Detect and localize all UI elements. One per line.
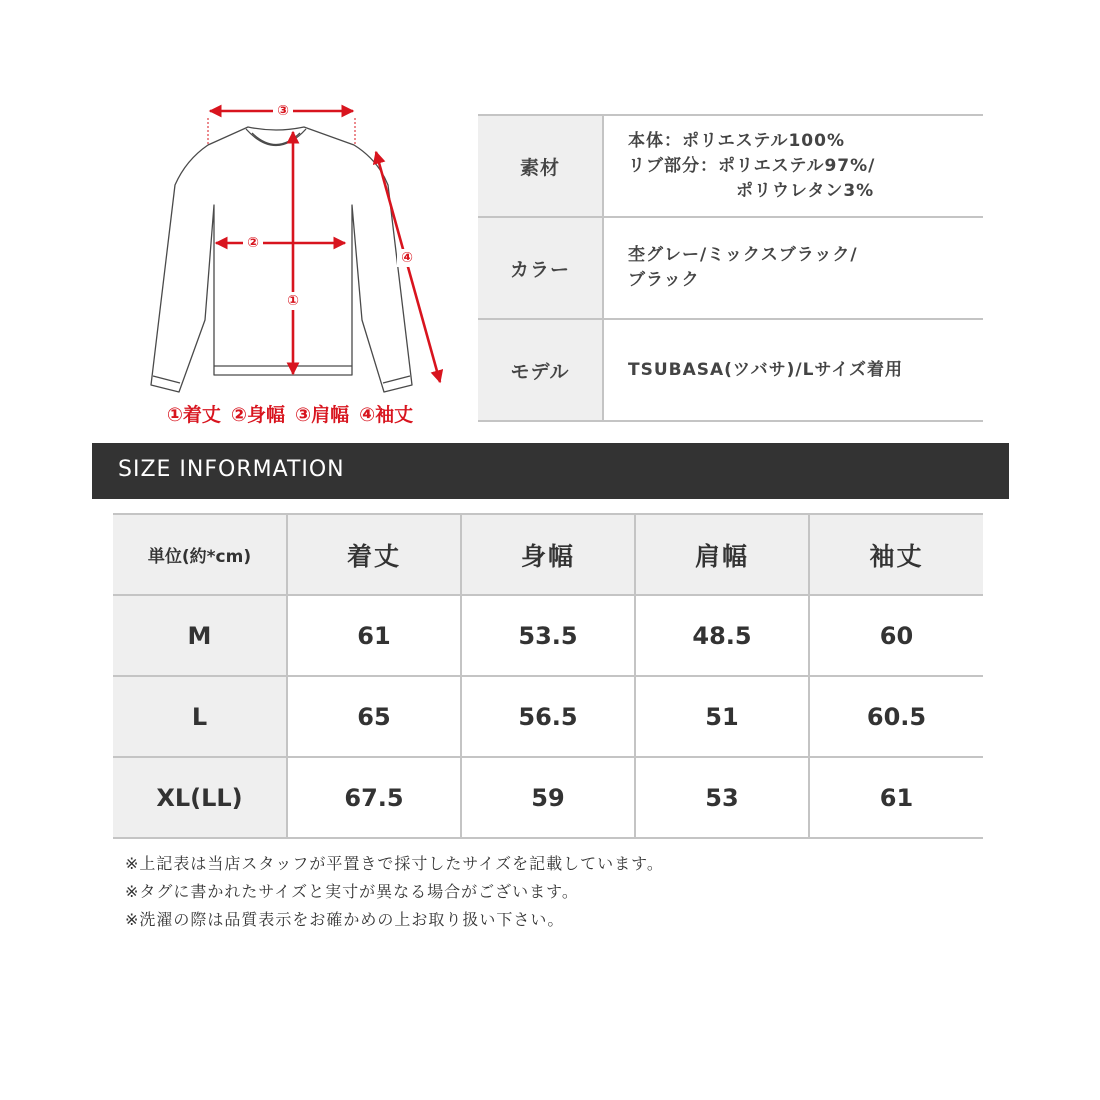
- table-cell: 51: [635, 676, 809, 757]
- legend-sleeve: ④袖丈: [359, 404, 414, 426]
- size-label: M: [113, 595, 287, 676]
- column-header: 着丈: [287, 514, 461, 595]
- size-label: L: [113, 676, 287, 757]
- table-cell: 60: [809, 595, 983, 676]
- info-row-color: [478, 217, 983, 319]
- table-row: [113, 676, 983, 757]
- table-cell: 60.5: [809, 676, 983, 757]
- column-header: 袖丈: [809, 514, 983, 595]
- table-cell: 56.5: [461, 676, 635, 757]
- info-label-material: 素材: [478, 115, 603, 217]
- table-cell: 67.5: [287, 757, 461, 838]
- sweatshirt-outline: [151, 127, 412, 392]
- size-label: XL(LL): [113, 757, 287, 838]
- table-cell: 61: [287, 595, 461, 676]
- model-line: TSUBASA(ツバサ)/Lサイズ着用: [628, 359, 904, 380]
- marker-sleeve: ④: [401, 250, 413, 266]
- note-line: ※タグに書かれたサイズと実寸が異なる場合がございます。: [125, 882, 579, 901]
- legend-chest: ②身幅: [230, 404, 285, 426]
- info-value-model: [603, 319, 983, 421]
- material-line: 本体：ポリエステル100%: [628, 130, 845, 151]
- section-title: SIZE INFORMATION: [118, 457, 345, 482]
- table-cell: 65: [287, 676, 461, 757]
- table-cell: 59: [461, 757, 635, 838]
- table-row: [113, 595, 983, 676]
- table-cell: 61: [809, 757, 983, 838]
- size-table-header: [113, 514, 983, 595]
- size-table: [113, 513, 983, 839]
- info-label-model: モデル: [478, 319, 603, 421]
- column-header: 身幅: [461, 514, 635, 595]
- info-row-material: [478, 115, 983, 217]
- column-header: 肩幅: [635, 514, 809, 595]
- color-line: 杢グレー/ミックスブラック/: [628, 245, 858, 265]
- sweatshirt-measurement-diagram: [0, 0, 470, 440]
- notes: [125, 850, 664, 934]
- marker-shoulder: ③: [277, 103, 289, 119]
- info-value-color: [603, 217, 983, 319]
- marker-chest: ②: [247, 235, 259, 251]
- material-line: ポリウレタン3%: [736, 180, 875, 201]
- note-line: ※洗濯の際は品質表示をお確かめの上お取り扱い下さい。: [125, 910, 565, 929]
- measurement-guides: [208, 118, 355, 146]
- material-line: リブ部分：ポリエステル97%/: [628, 155, 876, 176]
- table-cell: 48.5: [635, 595, 809, 676]
- unit-label: 単位(約*cm): [113, 514, 287, 595]
- note-line: ※上記表は当店スタッフが平置きで採寸したサイズを記載しています。: [125, 854, 664, 873]
- size-information-header: [92, 443, 1009, 499]
- marker-length: ①: [287, 293, 299, 309]
- color-line: ブラック: [628, 270, 700, 290]
- legend-shoulder: ③肩幅: [295, 404, 350, 426]
- info-row-model: [478, 319, 983, 421]
- info-label-color: カラー: [478, 217, 603, 319]
- table-cell: 53.5: [461, 595, 635, 676]
- table-cell: 53: [635, 757, 809, 838]
- legend-length: ①着丈: [166, 404, 221, 426]
- table-row: [113, 757, 983, 838]
- measurement-legend: [120, 400, 460, 427]
- info-value-material: [603, 115, 983, 217]
- product-info-table: [478, 114, 983, 422]
